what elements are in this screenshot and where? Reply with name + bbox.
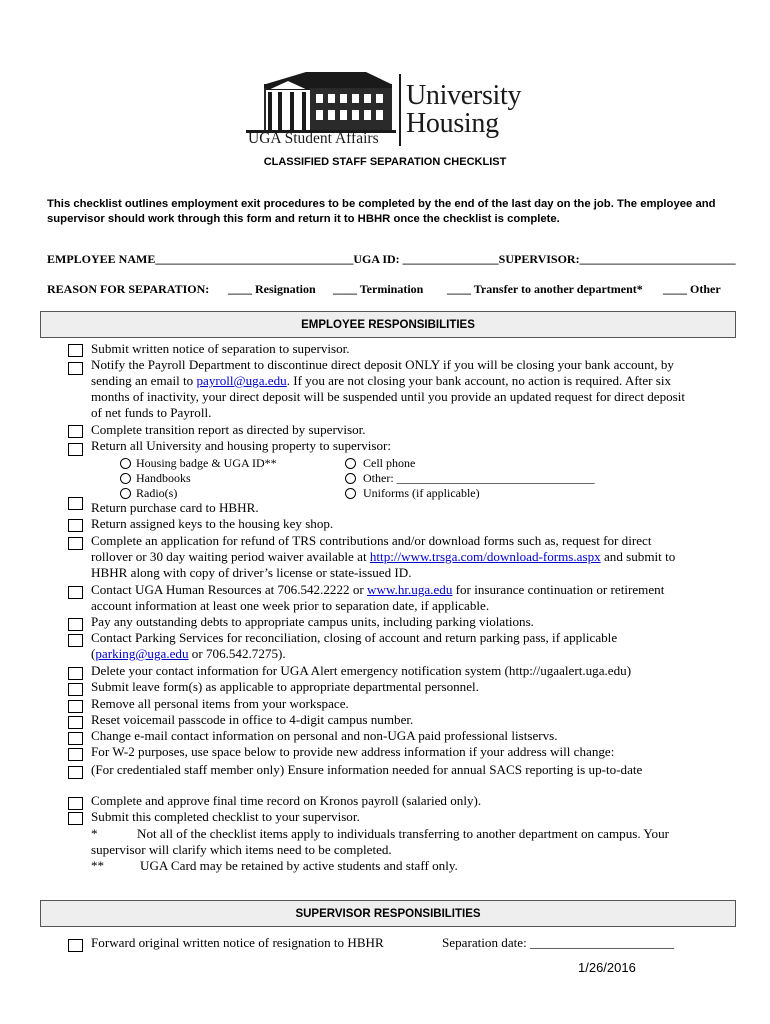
note2-mark: ** xyxy=(91,858,105,873)
item-forward-notice: Forward original written notice of resignation to HBHR xyxy=(91,935,384,950)
reason-other[interactable]: ____ Other xyxy=(663,282,721,296)
checkbox-trs[interactable] xyxy=(68,537,83,550)
item-keys: Return assigned keys to the housing key shop. xyxy=(91,516,334,531)
reason-label: REASON FOR SEPARATION: xyxy=(47,282,210,296)
checkbox-payroll[interactable] xyxy=(68,362,83,375)
page-title: CLASSIFIED STAFF SEPARATION CHECKLIST xyxy=(263,156,507,168)
item-purchase-card: Return purchase card to HBHR. xyxy=(91,500,259,515)
radio-cell-phone[interactable] xyxy=(345,458,356,469)
note1-line1: Not all of the checklist items apply to individuals transferring to another department on campus. Your xyxy=(137,826,670,841)
property-uniforms: Uniforms (if applicable) xyxy=(363,486,480,500)
checkbox-written-notice[interactable] xyxy=(68,344,83,357)
radio-handbooks[interactable] xyxy=(120,473,131,484)
radio-uniforms[interactable] xyxy=(345,488,356,499)
item-debts: Pay any outstanding debts to appropriate campus units, including parking violations. xyxy=(91,614,534,629)
item-payroll-line1: Notify the Payroll Department to discontinue direct deposit ONLY if you will be closing your bank account, by xyxy=(91,357,674,372)
employee-section-heading: EMPLOYEE RESPONSIBILITIES xyxy=(40,311,736,338)
checkbox-keys[interactable] xyxy=(68,519,83,532)
item-trs-line3: HBHR along with copy of driver’s license or state-issued ID. xyxy=(91,565,412,580)
item-written-notice: Submit written notice of separation to supervisor. xyxy=(91,341,350,356)
trs-forms-link[interactable]: http://www.trsga.com/download-forms.aspx xyxy=(369,549,601,564)
checkbox-personal-items[interactable] xyxy=(68,700,83,713)
item-hr-line2: account information at least one week prior to separation date, if applicable. xyxy=(91,598,490,613)
item-parking-line1: Contact Parking Services for reconciliation, closing of account and return parking pass, if applicable xyxy=(91,630,618,645)
radio-other[interactable] xyxy=(345,473,356,484)
property-handbooks: Handbooks xyxy=(136,471,191,485)
checkbox-w2-address[interactable] xyxy=(68,748,83,761)
item-leave-form: Submit leave form(s) as applicable to appropriate departmental personnel. xyxy=(91,679,479,694)
logo-word-university: University xyxy=(406,80,522,111)
checkbox-leave-form[interactable] xyxy=(68,683,83,696)
item-uga-alert: Delete your contact information for UGA Alert emergency notification system (http://ugaalert.uga.edu) xyxy=(91,663,632,678)
item-email-listservs: Change e-mail contact information on personal and non-UGA paid professional listservs. xyxy=(91,728,558,743)
reason-transfer[interactable]: ____ Transfer to another department* xyxy=(447,282,643,296)
checkbox-voicemail[interactable] xyxy=(68,716,83,729)
item-hr-line1: Contact UGA Human Resources at 706.542.2222 or www.hr.uga.edu for insurance continuation or retirement xyxy=(91,582,665,597)
item-trs-line1: Complete an application for refund of TRS contributions and/or download forms such as, request for direct xyxy=(91,533,652,548)
note2-text: UGA Card may be retained by active students and staff only. xyxy=(140,858,458,873)
checkbox-hr[interactable] xyxy=(68,586,83,599)
checkbox-submit-checklist[interactable] xyxy=(68,812,83,825)
university-housing-logo xyxy=(246,66,546,156)
note1-mark: * xyxy=(91,826,98,841)
intro-text: This checklist outlines employment exit procedures to be completed by the end of the last day on the job. The employee and supervisor should work through this form and return it to HBHR once the checklist is complete. xyxy=(47,198,716,225)
radio-housing-badge[interactable] xyxy=(120,458,131,469)
checkbox-uga-alert[interactable] xyxy=(68,667,83,680)
item-trs-line2: rollover or 30 day waiting period waiver available at http://www.trsga.com/download-forms.aspx and submit to xyxy=(91,549,676,564)
property-cell-phone: Cell phone xyxy=(363,456,416,470)
supervisor-section-heading: SUPERVISOR RESPONSIBILITIES xyxy=(40,900,736,927)
item-payroll-line4: of net funds to Payroll. xyxy=(91,405,212,420)
item-w2-address: For W-2 purposes, use space below to provide new address information if your address will change: xyxy=(91,744,615,759)
item-transition-report: Complete transition report as directed by supervisor. xyxy=(91,422,366,437)
item-kronos: Complete and approve final time record on Kronos payroll (salaried only). xyxy=(91,793,482,808)
item-voicemail: Reset voicemail passcode in office to 4-digit campus number. xyxy=(91,712,414,727)
checkbox-forward-notice[interactable] xyxy=(68,939,83,952)
payroll-email-link[interactable]: payroll@uga.edu xyxy=(196,373,287,388)
logo-divider xyxy=(399,74,401,146)
note1-line2: supervisor will clarify which items need to be completed. xyxy=(91,842,392,857)
item-personal-items: Remove all personal items from your workspace. xyxy=(91,696,349,711)
property-radios: Radio(s) xyxy=(136,486,178,500)
property-housing-badge: Housing badge & UGA ID** xyxy=(136,456,277,470)
checkbox-email-listservs[interactable] xyxy=(68,732,83,745)
checkbox-kronos[interactable] xyxy=(68,797,83,810)
item-parking-line2: (parking@uga.edu or 706.542.7275). xyxy=(91,646,286,661)
item-payroll-line2: sending an email to payroll@uga.edu. If you are not closing your bank account, no action is required. After six xyxy=(91,373,672,388)
footer-date: 1/26/2016 xyxy=(578,960,636,975)
item-return-property: Return all University and housing property to supervisor: xyxy=(91,438,392,453)
hr-website-link[interactable]: www.hr.uga.edu xyxy=(367,582,453,597)
checkbox-transition-report[interactable] xyxy=(68,425,83,438)
checkbox-purchase-card[interactable] xyxy=(68,497,83,510)
checkbox-return-property[interactable] xyxy=(68,443,83,456)
item-submit-checklist: Submit this completed checklist to your supervisor. xyxy=(91,809,360,824)
parking-email-link[interactable]: parking@uga.edu xyxy=(95,646,189,661)
logo-word-housing: Housing xyxy=(406,108,499,139)
item-sacs: (For credentialed staff member only) Ensure information needed for annual SACS reporting is up-to-date xyxy=(91,762,643,777)
reason-resignation[interactable]: ____ Resignation xyxy=(228,282,316,296)
employee-name-row: EMPLOYEE NAME_________________________________UGA ID: ________________SUPERVISOR:__________________________ xyxy=(47,252,736,266)
item-payroll-line3: months of inactivity, your direct deposit will be suspended until you provide an updated request for direct deposit xyxy=(91,389,686,404)
property-other: Other: _________________________________ xyxy=(363,471,595,485)
building-illustration-icon xyxy=(246,66,396,134)
checkbox-debts[interactable] xyxy=(68,618,83,631)
separation-date-field[interactable]: Separation date: ______________________ xyxy=(442,935,675,950)
checkbox-sacs[interactable] xyxy=(68,766,83,779)
logo-sub-text: UGA Student Affairs xyxy=(248,130,379,147)
radio-radios[interactable] xyxy=(120,488,131,499)
reason-termination[interactable]: ____ Termination xyxy=(333,282,424,296)
checkbox-parking[interactable] xyxy=(68,634,83,647)
